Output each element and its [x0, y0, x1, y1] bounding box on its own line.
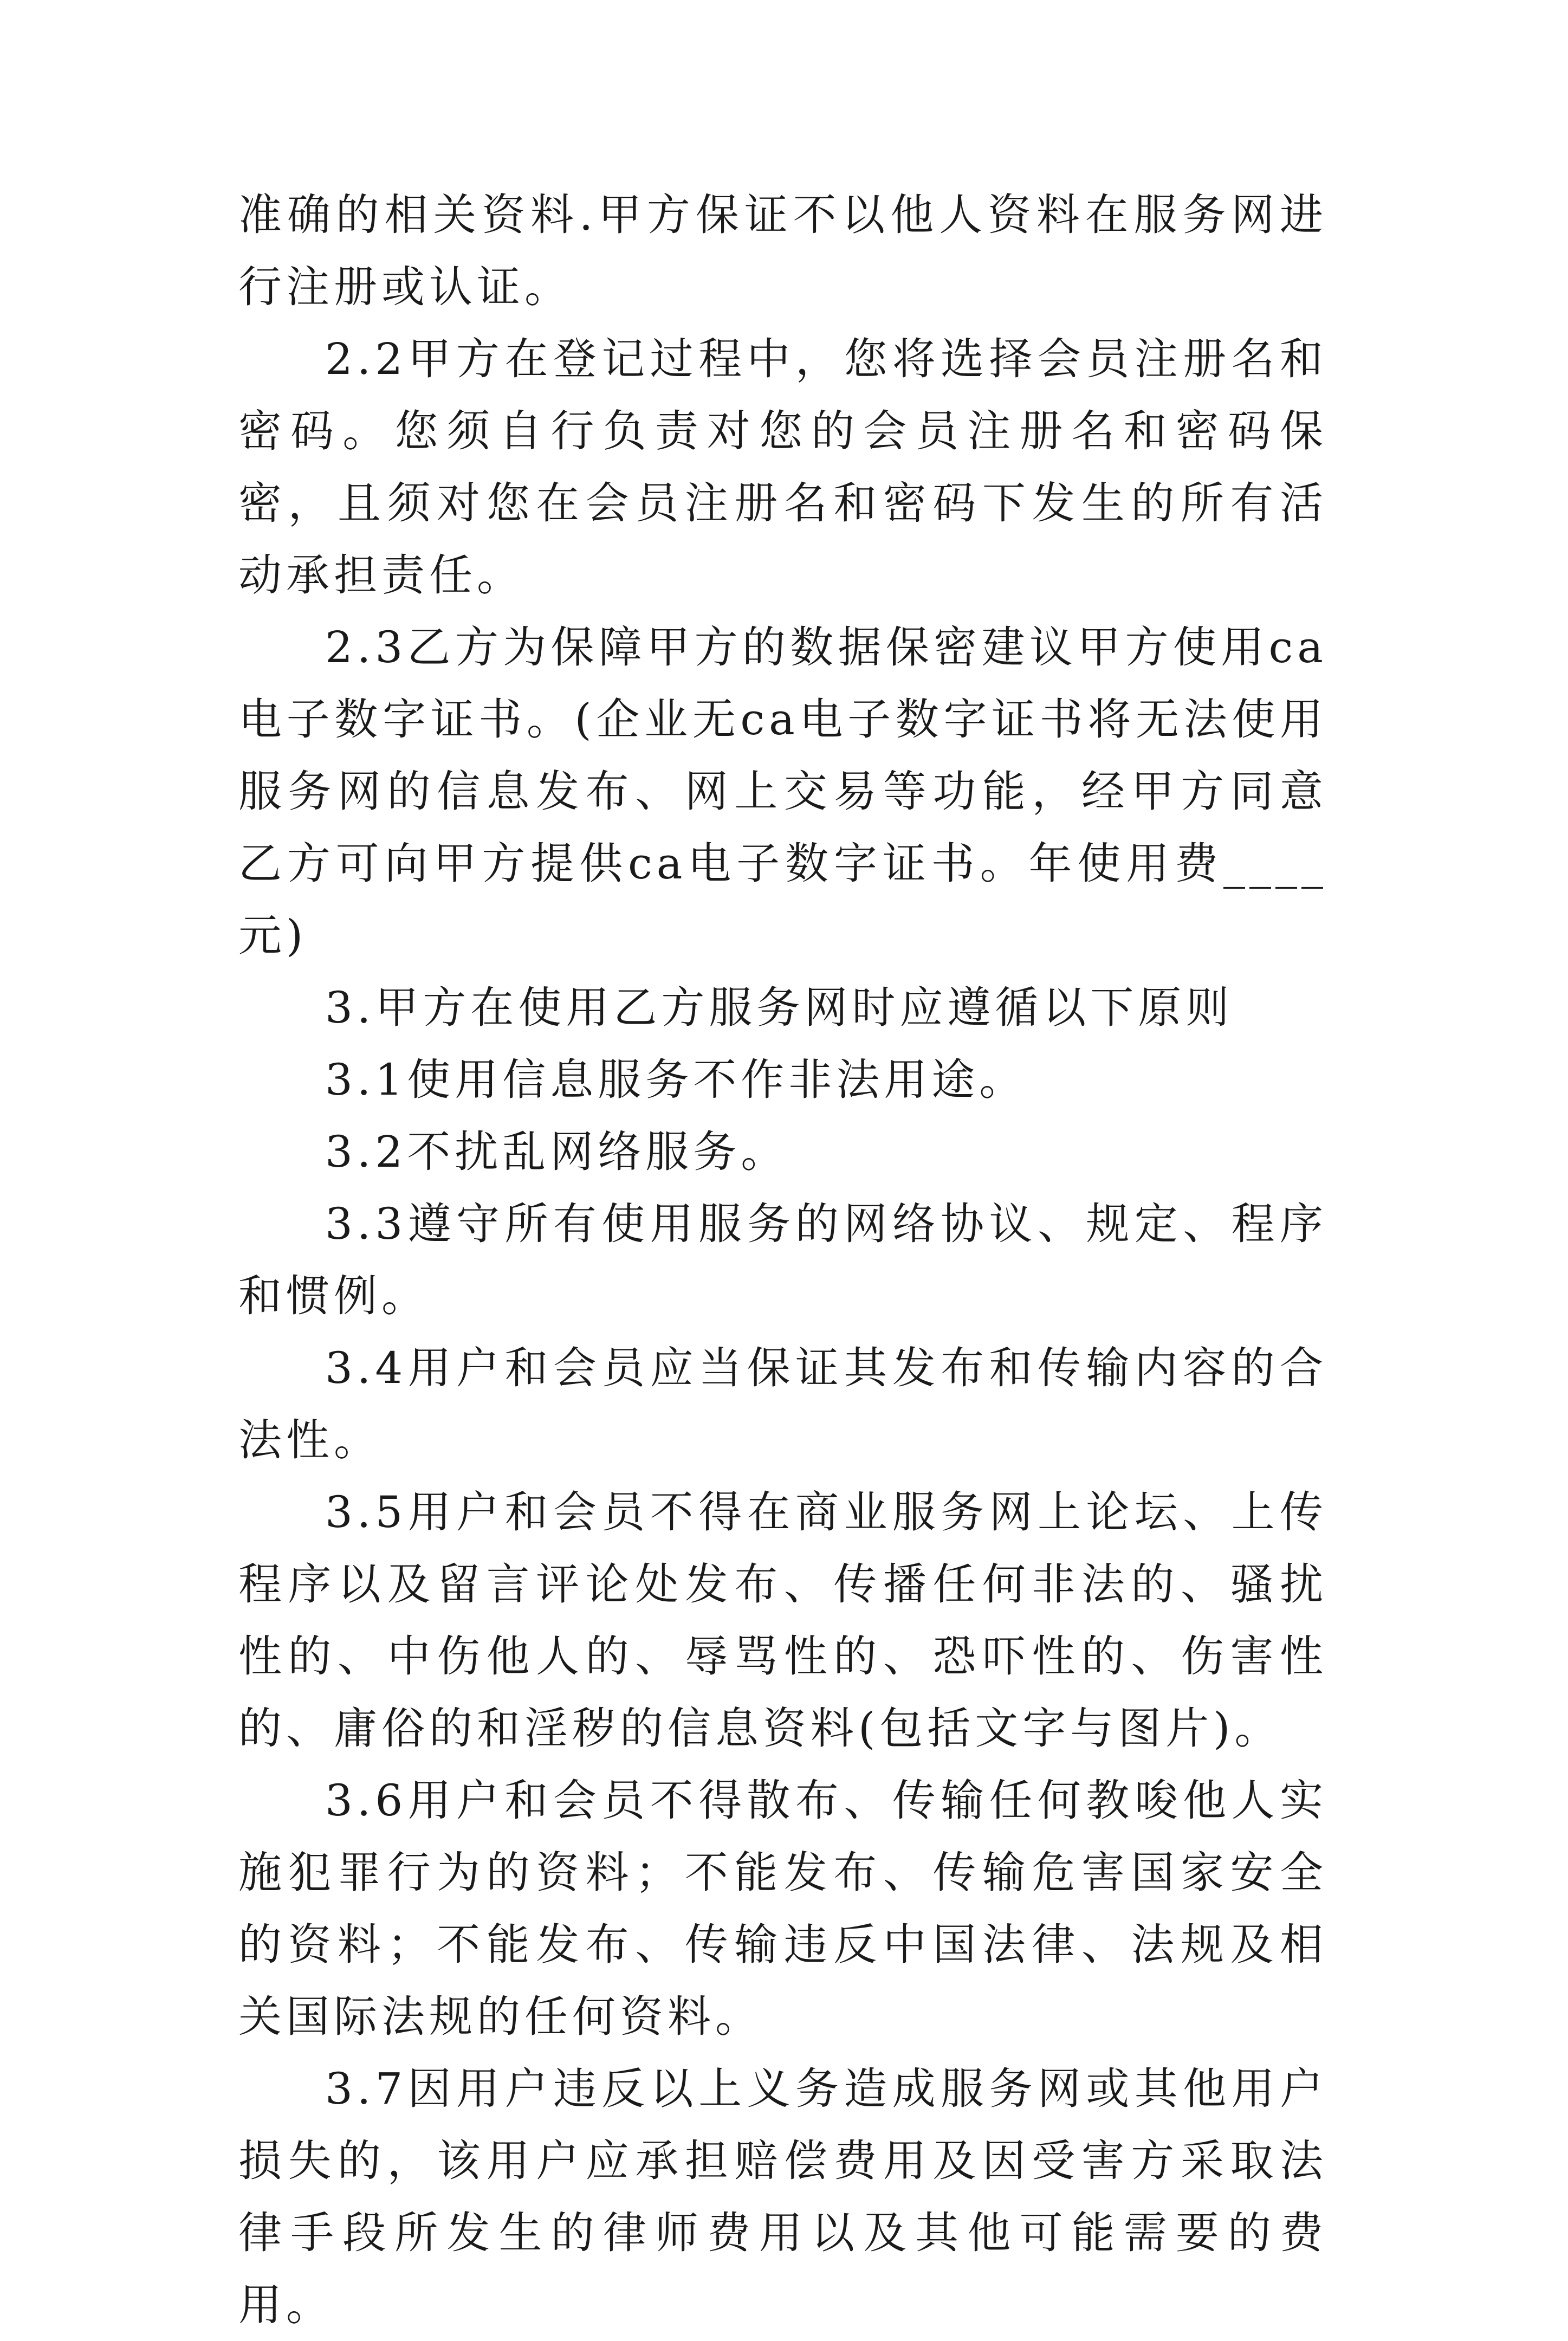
paragraph-3-4: 3.4用户和会员应当保证其发布和传输内容的合法性。: [238, 1343, 1327, 1465]
document-body: [238, 179, 1327, 2341]
paragraph-3-2: 3.2不扰乱网络服务。: [325, 1127, 789, 1177]
paragraph-3-heading: 3.甲方在使用乙方服务网时应遵循以下原则: [325, 982, 1234, 1033]
paragraph-3-1: 3.1使用信息服务不作非法用途。: [325, 1055, 1027, 1105]
paragraph-continuation: 准确的相关资料.甲方保证不以他人资料在服务网进行注册或认证。: [238, 190, 1327, 312]
paragraph-2-3: 2.3乙方为保障甲方的数据保密建议甲方使用ca电子数字证书。(企业无ca电子数字证书将无法使用服务网的信息发布、网上交易等功能，经甲方同意乙方可向甲方提供ca电子数字证书。年使用费____元): [238, 622, 1327, 961]
paragraph-3-7: 3.7因用户违反以上义务造成服务网或其他用户损失的，该用户应承担赔偿费用及因受害方采取法律手段所发生的律师费用以及其他可能需要的费用。: [238, 2064, 1327, 2330]
paragraph-3-3: 3.3遵守所有使用服务的网络协议、规定、程序和惯例。: [238, 1199, 1327, 1321]
paragraph-2-2: 2.2甲方在登记过程中，您将选择会员注册名和密码。您须自行负责对您的会员注册名和密码保密，且须对您在会员注册名和密码下发生的所有活动承担责任。: [238, 334, 1327, 600]
paragraph-3-5: 3.5用户和会员不得在商业服务网上论坛、上传程序以及留言评论处发布、传播任何非法的、骚扰性的、中伤他人的、辱骂性的、恐吓性的、伤害性的、庸俗的和淫秽的信息资料(包括文字与图片)。: [238, 1487, 1327, 1754]
paragraph-3-6: 3.6用户和会员不得散布、传输任何教唆他人实施犯罪行为的资料；不能发布、传输危害国家安全的资料；不能发布、传输违反中国法律、法规及相关国际法规的任何资料。: [238, 1775, 1327, 2042]
